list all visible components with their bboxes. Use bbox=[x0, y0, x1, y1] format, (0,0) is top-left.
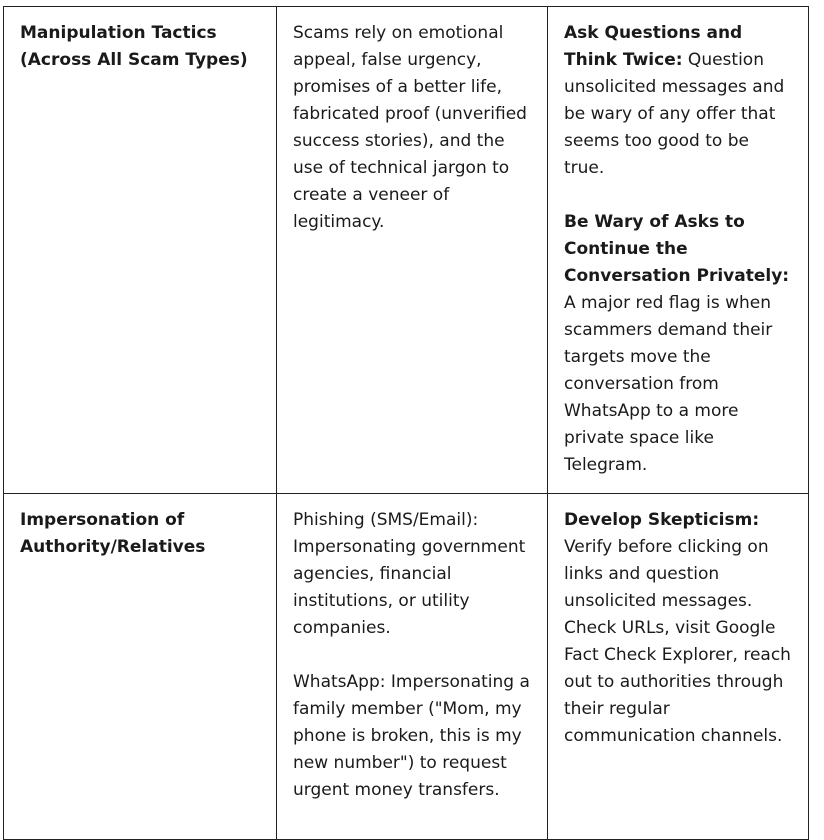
description-paragraph: Phishing (SMS/Email): Impersonating government agencies, financial institutions, or utility companies. bbox=[293, 510, 526, 638]
description-paragraph: WhatsApp: Impersonating a family member ("Mom, my phone is broken, this is my new number") to request urgent money transfers. bbox=[293, 672, 530, 800]
advice-paragraph bbox=[564, 209, 793, 479]
advice-heading: Be Wary of Asks to Continue the Conversation Privately: bbox=[564, 212, 790, 286]
advice-cell bbox=[548, 7, 809, 494]
advice-text: Verify before clicking on links and question unsolicited messages. Check URLs, visit Google Fact Check Explorer, reach out to authorities through their regular communication channels. bbox=[564, 537, 791, 746]
table-row bbox=[4, 7, 809, 494]
advice-heading: Develop Skepticism: bbox=[564, 510, 760, 530]
table-row bbox=[4, 494, 809, 840]
advice-paragraph bbox=[564, 507, 793, 750]
advice-text: A major red flag is when scammers demand their targets move the conversation from WhatsApp to a more private space like Telegram. bbox=[564, 293, 773, 475]
description-cell bbox=[277, 494, 548, 840]
advice-paragraph bbox=[564, 20, 793, 182]
category-cell bbox=[4, 494, 277, 840]
category-label: Manipulation Tactics (Across All Scam Types) bbox=[20, 23, 248, 70]
category-label: Impersonation of Authority/Relatives bbox=[20, 510, 206, 557]
description-cell bbox=[277, 7, 548, 494]
advice-heading: Ask Questions and Think Twice: bbox=[564, 23, 743, 70]
advice-text: Question unsolicited messages and be wary of any offer that seems too good to be true. bbox=[564, 50, 785, 178]
advice-cell bbox=[548, 494, 809, 840]
scam-tactics-table bbox=[3, 6, 809, 840]
description-paragraph: Scams rely on emotional appeal, false urgency, promises of a better life, fabricated proof (unverified success stories), and the use of technical jargon to create a veneer of legitimacy. bbox=[293, 23, 527, 232]
category-cell bbox=[4, 7, 277, 494]
